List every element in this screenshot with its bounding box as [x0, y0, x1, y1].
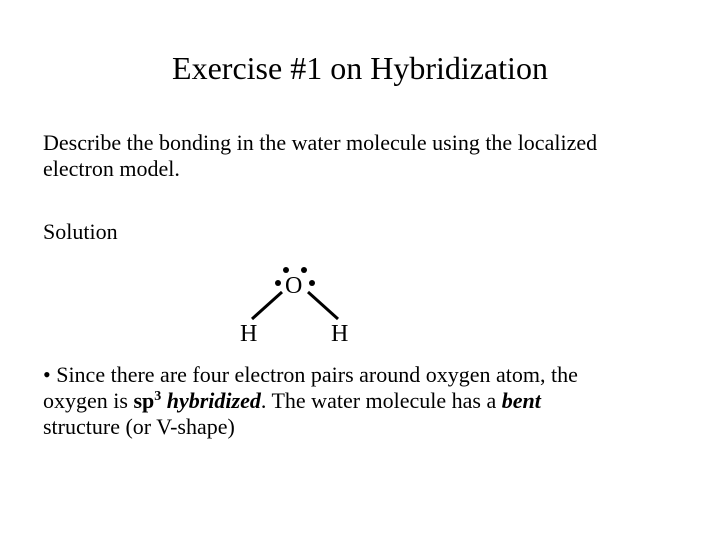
exercise-prompt — [43, 130, 683, 182]
oxygen-atom-label: O — [285, 273, 303, 299]
bullet: • — [43, 362, 51, 387]
prompt-line-2: electron model. — [43, 156, 180, 181]
bond-left — [252, 292, 282, 319]
hybridized-term: hybridized — [166, 388, 261, 413]
slide-title: Exercise #1 on Hybridization — [172, 50, 548, 86]
lone-pair-dot — [309, 280, 315, 286]
hydrogen-atom-label-right: H — [331, 321, 349, 347]
explanation-text-4: structure (or V-shape) — [43, 414, 235, 439]
solution-label: Solution — [43, 219, 118, 244]
sp3-term — [133, 388, 260, 413]
sp-superscript: 3 — [154, 389, 162, 404]
bent-term: bent — [501, 388, 541, 413]
lone-pair-dot — [275, 280, 281, 286]
hydrogen-atom-label-left: H — [240, 321, 258, 347]
prompt-line-1: Describe the bonding in the water molecule using the localized — [43, 130, 598, 155]
explanation-text-3: . The water molecule has a — [260, 388, 502, 413]
explanation-paragraph — [43, 362, 683, 440]
bond-right — [308, 292, 338, 319]
sp-base: sp — [133, 388, 155, 413]
water-lewis-structure — [230, 258, 370, 353]
explanation-text-2: oxygen is — [43, 388, 134, 413]
explanation-text-1: Since there are four electron pairs around oxygen atom, the — [50, 362, 578, 387]
